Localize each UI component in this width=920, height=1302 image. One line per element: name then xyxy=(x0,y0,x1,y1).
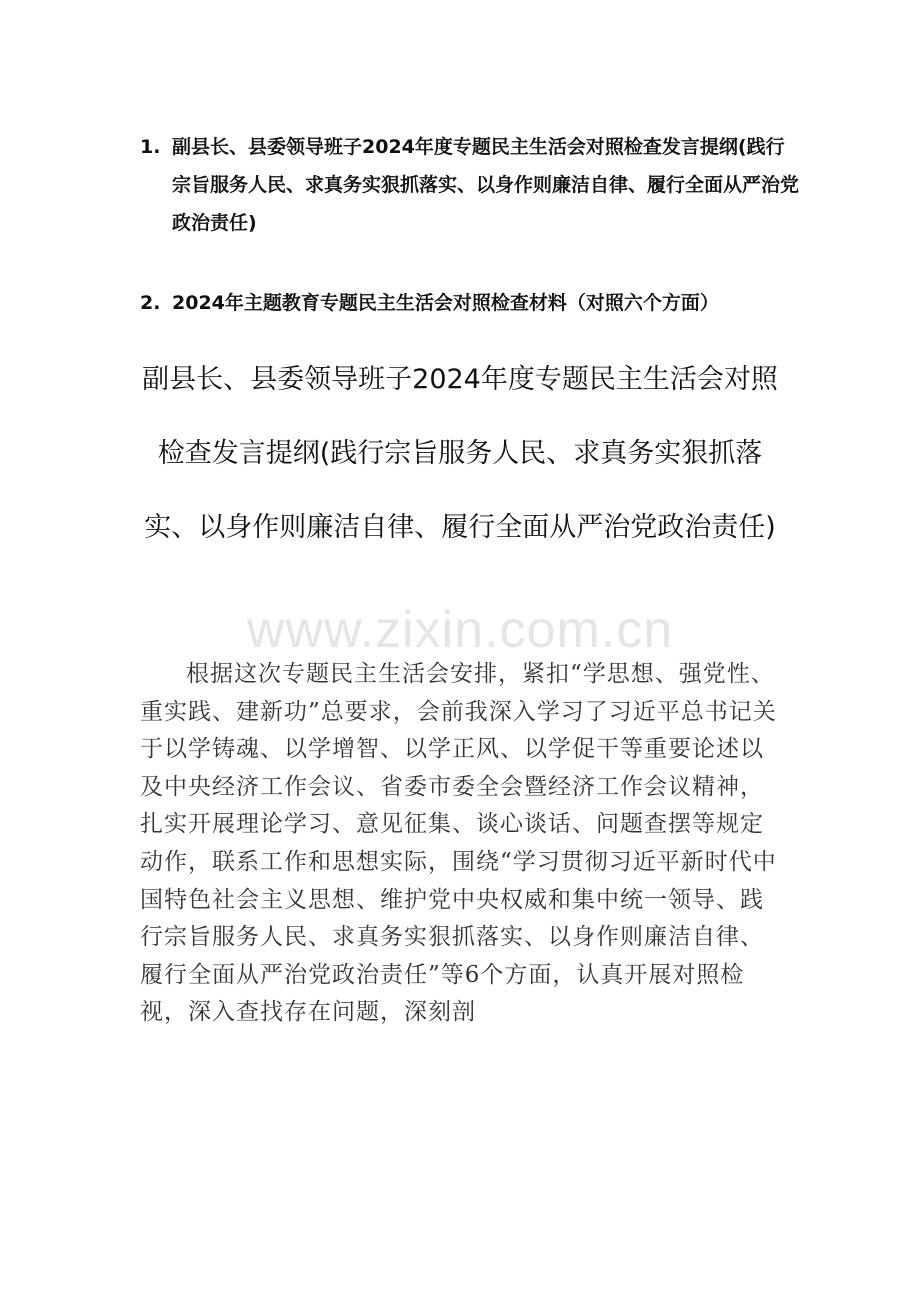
toc-item-2 xyxy=(140,284,800,322)
body-paragraph: 根据这次专题民主生活会安排，紧扣“学思想、强党性、重实践、建新功”总要求，会前我深入学习了习近平总书记关于以学铸魂、以学增智、以学正风、以学促干等重要论述以及中央经济工作会议、省委市委全会暨经济工作会议精神，扎实开展理论学习、意见征集、谈心谈话、问题查摆等规定动作，联系工作和思想实际，围绕“学习贯彻习近平新时代中国特色社会主义思想、维护党中央权威和集中统一领导、践行宗旨服务人民、求真务实狠抓落实、以身作则廉洁自律、履行全面从严治党政治责任”等6个方面，认真开展对照检视，深入查找存在问题，深刻剖 xyxy=(140,661,777,1026)
document-title: 副县长、县委领导班子2024年度专题民主生活会对照检查发言提纲(践行宗旨服务人民、求真务实狠抓落实、以身作则廉洁自律、履行全面从严治党政治责任) xyxy=(142,364,778,543)
watermark: www.zixin.com.cn xyxy=(246,601,674,659)
toc-item-text: 2024年主题教育专题民主生活会对照检查材料（对照六个方面） xyxy=(172,292,719,314)
toc-item-text: 副县长、县委领导班子2024年度专题民主生活会对照检查发言提纲(践行宗旨服务人民、求真务实狠抓落实、以身作则廉洁自律、履行全面从严治党政治责任) xyxy=(172,136,800,234)
toc-item-number: 2. xyxy=(140,292,161,314)
toc-item-number: 1. xyxy=(140,136,161,158)
toc-item-1 xyxy=(140,128,800,242)
